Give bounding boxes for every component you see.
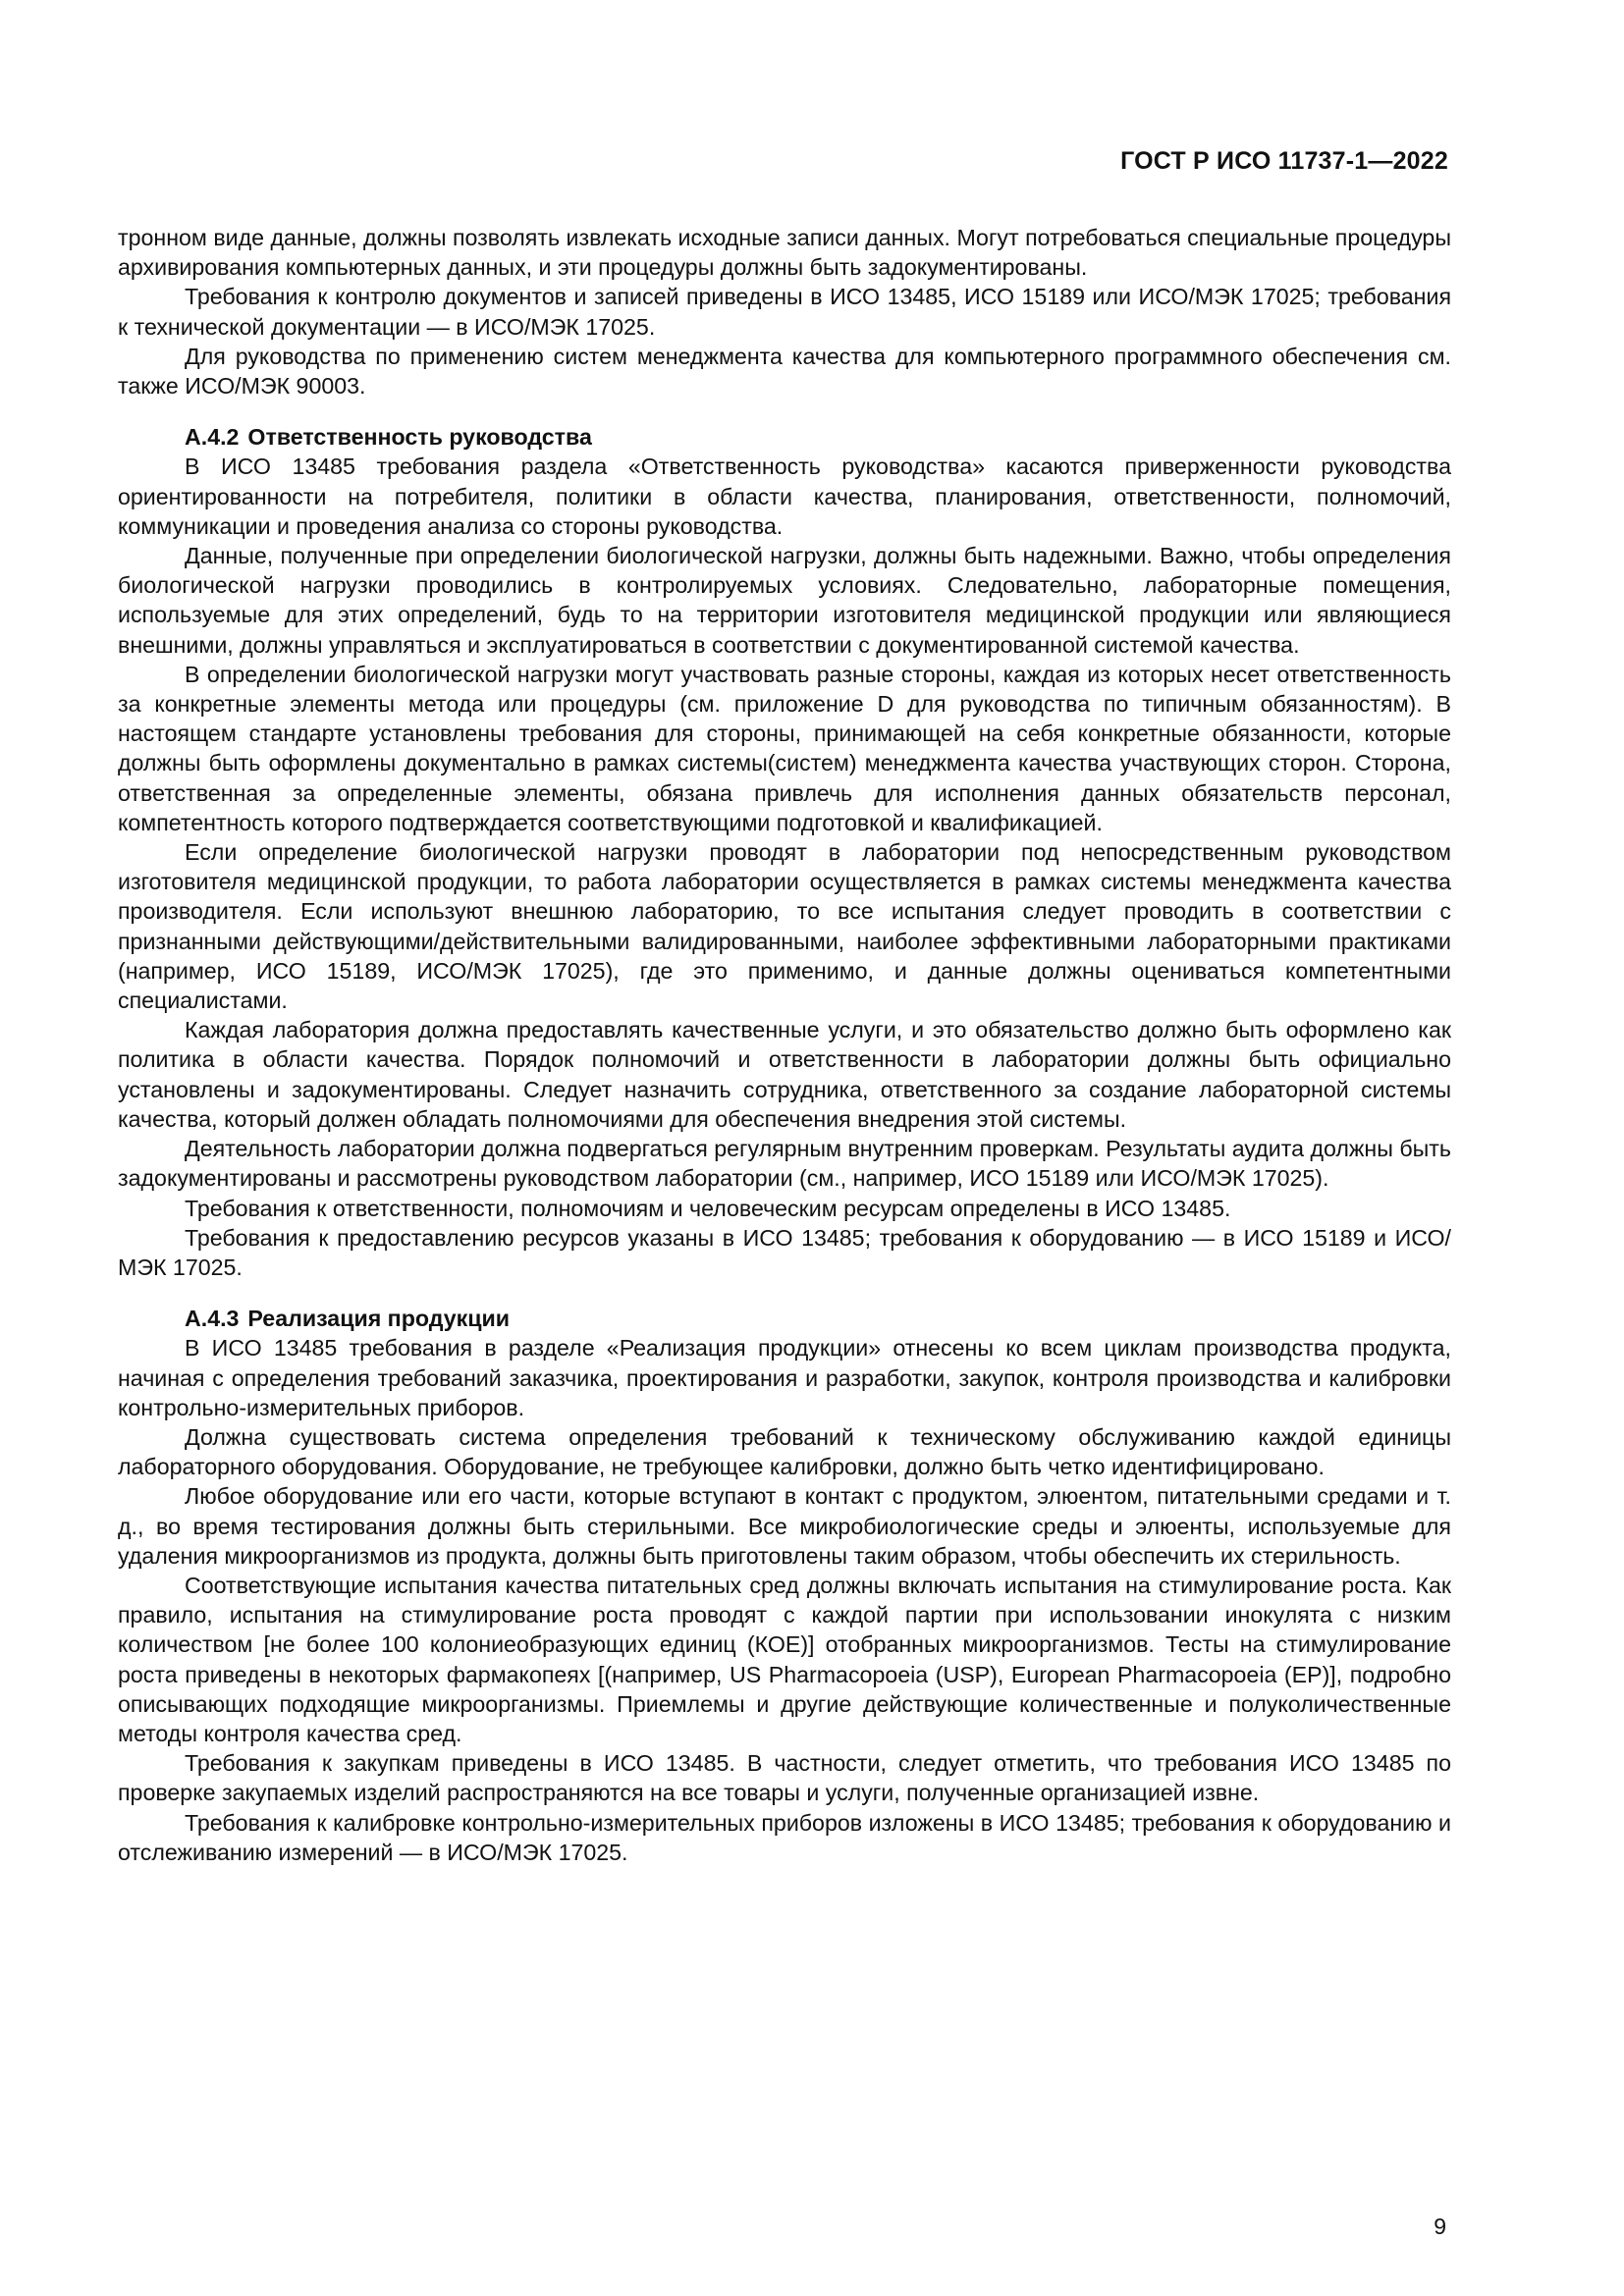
page-number: 9 — [1434, 2214, 1446, 2239]
section-number: А.4.3 — [185, 1306, 240, 1332]
paragraph: В ИСО 13485 требования раздела «Ответственность руководства» касаются приверженности руководства ориентированности на потребителя, политики в области качества, планирования, ответственности, полномочий, коммуникации и проведения анализа со стороны руководства. — [118, 454, 1451, 539]
paragraph: В определении биологической нагрузки могут участвовать разные стороны, каждая из которых несет ответственность за конкретные элементы метода или процедуры (см. приложение D для руководства по типичным обязанностям). В настоящем стандарте установлены требования для стороны, принимающей на себя конкретные обязанности, которые должны быть оформлены документально в рамках системы(систем) менеджмента качества участвующих сторон. Сторона, ответственная за определенные элементы, обязана привлечь для исполнения данных обязательств персонал, компетентность которого подтверждается соответствующими подготовкой и квалификацией. — [118, 661, 1451, 835]
section-title: Ответственность руководства — [247, 424, 592, 451]
paragraph: Данные, полученные при определении биологической нагрузки, должны быть надежными. Важно, чтобы определения биологической нагрузки проводились в контролируемых условиях. Следовательно, лабораторные помещения, используемые для этих определений, будь то на территории изготовителя медицинской продукции или являющиеся внешними, должны управляться и эксплуатироваться в соответствии с документированной системой качества. — [118, 543, 1451, 658]
paragraph: Требования к контролю документов и записей приведены в ИСО 13485, ИСО 15189 или ИСО/МЭК 17025; требования к технической документации — в ИСО/МЭК 17025. — [118, 284, 1451, 340]
section-heading — [118, 400, 1451, 452]
section-heading — [118, 1282, 1451, 1333]
paragraph: Соответствующие испытания качества питательных сред должны включать испытания на стимулирование роста. Как правило, испытания на стимулирование роста проводят с каждой партии при использовании инокулята с низким количеством [не более 100 колониеобразующих единиц (КОЕ)] отобранных микроорганизмов. Тесты на стимулирование роста приведены в некоторых фармакопеях [(например, US Pharmacopoeia (USP), European Pharmacopoeia (EP)], подробно описывающих подходящие микроорганизмы. Приемлемы и другие действующие количественные и полуколичественные методы контроля качества сред. — [118, 1572, 1451, 1746]
section-number: А.4.2 — [185, 424, 240, 451]
paragraph: Деятельность лаборатории должна подвергаться регулярным внутренним проверкам. Результаты аудита должны быть задокументированы и рассмотрены руководством лаборатории (см., например, ИСО 15189 или ИСО/МЭК 17025). — [118, 1136, 1451, 1192]
paragraph: Если определение биологической нагрузки проводят в лаборатории под непосредственным руководством изготовителя медицинской продукции, то работа лаборатории осуществляется в рамках системы менеджмента качества производителя. Если используют внешнюю лабораторию, то все испытания следует проводить в соответствии с признанными действующими/действительными валидированными, наиболее эффективными лабораторными практиками (например, ИСО 15189, ИСО/МЭК 17025), где это применимо, и данные должны оцениваться компетентными специалистами. — [118, 839, 1451, 1014]
paragraph: Требования к предоставлению ресурсов указаны в ИСО 13485; требования к оборудованию — в ИСО 15189 и ИСО/МЭК 17025. — [118, 1224, 1451, 1280]
paragraph: В ИСО 13485 требования в разделе «Реализация продукции» отнесены ко всем циклам производства продукта, начиная с определения требований заказчика, проектирования и разработки, закупок, контроля производства и калибровки контрольно-измерительных приборов. — [118, 1335, 1451, 1420]
paragraph: Должна существовать система определения требований к техническому обслуживанию каждой единицы лабораторного оборудования. Оборудование, не требующее калибровки, должно быть четко идентифицировано. — [118, 1423, 1451, 1480]
paragraph: Каждая лаборатория должна предоставлять качественные услуги, и это обязательство должно быть оформлено как политика в области качества. Порядок полномочий и ответственности в лаборатории должны быть официально установлены и задокументированы. Следует назначить сотрудника, ответственного за создание лабораторной системы качества, который должен обладать полномочиями для обеспечения внедрения этой системы. — [118, 1017, 1451, 1132]
paragraph: Требования к ответственности, полномочиям и человеческим ресурсам определены в ИСО 13485. — [185, 1195, 1231, 1221]
section-title: Реализация продукции — [247, 1306, 510, 1332]
document-id-header: ГОСТ Р ИСО 11737-1—2022 — [1120, 147, 1448, 175]
document-body — [118, 223, 1451, 1867]
paragraph: Любое оборудование или его части, которые вступают в контакт с продуктом, элюентом, питательными средами и т. д., во время тестирования должны быть стерильными. Все микробиологические среды и элюенты, используемые для удаления микроорганизмов из продукта, должны быть приготовлены таким образом, чтобы обеспечить их стерильность. — [118, 1483, 1451, 1569]
paragraph: тронном виде данные, должны позволять извлекать исходные записи данных. Могут потребоваться специальные процедуры архивирования компьютерных данных, и эти процедуры должны быть задокументированы. — [118, 225, 1451, 281]
paragraph: Для руководства по применению систем менеджмента качества для компьютерного программного обеспечения см. также ИСО/МЭК 90003. — [118, 343, 1451, 400]
paragraph: Требования к закупкам приведены в ИСО 13485. В частности, следует отметить, что требования ИСО 13485 по проверке закупаемых изделий распространяются на все товары и услуги, полученные организацией извне. — [118, 1750, 1451, 1806]
paragraph: Требования к калибровке контрольно-измерительных приборов изложены в ИСО 13485; требования к оборудованию и отслеживанию измерений — в ИСО/МЭК 17025. — [118, 1809, 1451, 1865]
